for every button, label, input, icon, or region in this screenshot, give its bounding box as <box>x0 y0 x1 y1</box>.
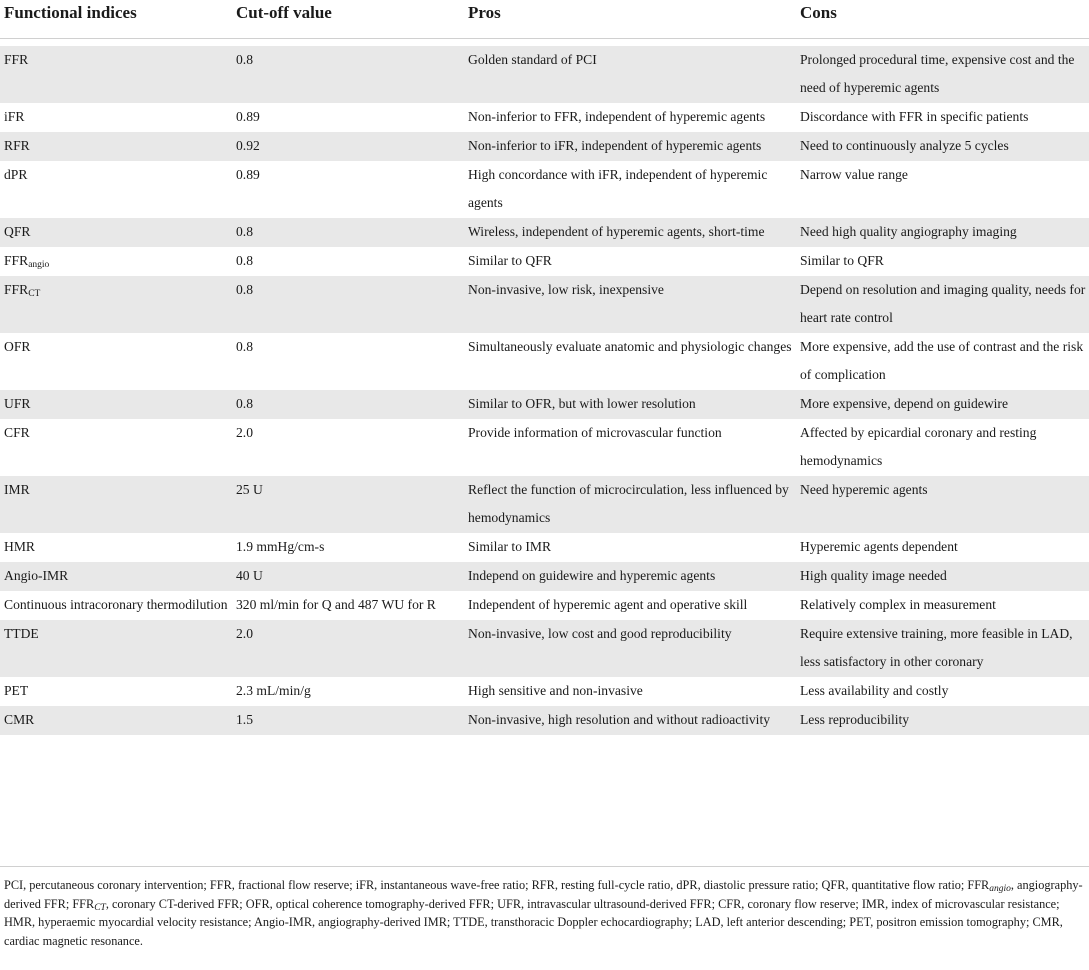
cell-cons-text: Narrow value range <box>800 167 908 182</box>
cell-cons <box>800 333 1089 390</box>
table-row <box>0 46 1089 103</box>
cell-cons-text: Prolonged procedural time, expensive cost and the need of hyperemic agents <box>800 52 1075 95</box>
cell-cons <box>800 562 1089 591</box>
table-row <box>0 276 1089 333</box>
cell-pros <box>468 533 800 562</box>
cell-functional-index-text: Continuous intracoronary thermodilution <box>4 597 228 612</box>
cell-cut-off-value <box>236 562 468 591</box>
cell-functional-index-text: Angio-IMR <box>4 568 69 583</box>
cell-cons <box>800 132 1089 161</box>
table-row <box>0 103 1089 132</box>
cell-functional-index <box>0 533 236 562</box>
cell-pros-text: Non-invasive, low cost and good reproducibility <box>468 626 732 641</box>
cell-functional-index-text: FFR <box>4 253 29 268</box>
cell-pros-text: Reflect the function of microcirculation, less influenced by hemodynamics <box>468 482 789 525</box>
cell-cons-text: More expensive, depend on guidewire <box>800 396 1008 411</box>
cell-cons <box>800 706 1089 735</box>
cell-pros <box>468 476 800 533</box>
cell-pros <box>468 46 800 103</box>
cell-cons-text: Need high quality angiography imaging <box>800 224 1017 239</box>
cell-cons <box>800 677 1089 706</box>
cell-functional-index <box>0 132 236 161</box>
cell-cut-off-value <box>236 333 468 390</box>
cell-cons <box>800 476 1089 533</box>
cell-functional-index <box>0 706 236 735</box>
cell-cons-text: Require extensive training, more feasible in LAD, less satisfactory in other coronary <box>800 626 1073 669</box>
cell-cut-off-value <box>236 419 468 476</box>
table-row <box>0 562 1089 591</box>
footnote-sub-angio: angio <box>989 884 1011 894</box>
cell-functional-index-text: CFR <box>4 425 30 440</box>
table-header <box>0 0 1089 39</box>
cell-pros-text: Similar to OFR, but with lower resolution <box>468 396 696 411</box>
cell-cut-off-value <box>236 677 468 706</box>
cell-functional-index-text: OFR <box>4 339 31 354</box>
footnote-text-3: , coronary CT-derived FFR; OFR, optical coherence tomography-derived FFR; UFR, intravascular ultrasound-derived FFR; CFR, coronary flow reserve; IMR, index of microvascular resistance; HMR, hyperaemic myocardial velocity resistance; Angio-IMR, angiography-derived IMR; TTDE, transthoracic Doppler echocardiography; LAD, left anterior descending; PET, positron emission tomography; CMR, cardiac magnetic resonance. <box>4 896 1063 948</box>
cell-pros <box>468 161 800 218</box>
cell-pros <box>468 132 800 161</box>
cell-cut-off-value <box>236 46 468 103</box>
cell-cut-off-value-text: 0.89 <box>236 167 260 182</box>
cell-cut-off-value-text: 2.0 <box>236 626 253 641</box>
cell-cut-off-value-text: 25 U <box>236 482 263 497</box>
cell-pros-text: Independent of hyperemic agent and operative skill <box>468 597 748 612</box>
cell-cons-text: More expensive, add the use of contrast and the risk of complication <box>800 339 1084 382</box>
cell-pros-text: Non-invasive, low risk, inexpensive <box>468 282 664 297</box>
cell-pros-text: High concordance with iFR, independent of hyperemic agents <box>468 167 768 210</box>
cell-pros-text: Independ on guidewire and hyperemic agents <box>468 568 716 583</box>
cell-functional-index <box>0 476 236 533</box>
cell-functional-index-text: TTDE <box>4 626 39 641</box>
cell-cut-off-value-text: 2.3 mL/min/g <box>236 683 311 698</box>
table-row <box>0 247 1089 276</box>
cell-functional-index-text: FFR <box>4 282 29 297</box>
cell-cut-off-value <box>236 103 468 132</box>
cell-functional-index <box>0 46 236 103</box>
cell-cut-off-value-text: 2.0 <box>236 425 253 440</box>
cell-pros-text: Similar to QFR <box>468 253 552 268</box>
column-header-pros: Pros <box>468 3 501 22</box>
cell-pros-text: Provide information of microvascular function <box>468 425 722 440</box>
cell-pros <box>468 706 800 735</box>
cell-cons <box>800 218 1089 247</box>
cell-functional-index-text: HMR <box>4 539 35 554</box>
cell-cons-text: High quality image needed <box>800 568 947 583</box>
cell-cons-text: Less availability and costly <box>800 683 949 698</box>
cell-pros <box>468 591 800 620</box>
cell-pros-text: Non-inferior to iFR, independent of hyperemic agents <box>468 138 762 153</box>
cell-cons <box>800 533 1089 562</box>
cell-pros-text: Non-inferior to FFR, independent of hyperemic agents <box>468 109 766 124</box>
cell-cut-off-value-text: 40 U <box>236 568 263 583</box>
cell-functional-index-text: UFR <box>4 396 31 411</box>
cell-cons <box>800 161 1089 218</box>
cell-functional-index <box>0 161 236 218</box>
cell-pros <box>468 103 800 132</box>
cell-cut-off-value <box>236 476 468 533</box>
table-row <box>0 161 1089 218</box>
cell-pros-text: Non-invasive, high resolution and without radioactivity <box>468 712 771 727</box>
cell-cut-off-value <box>236 706 468 735</box>
cell-cons <box>800 276 1089 333</box>
cell-pros <box>468 390 800 419</box>
cell-functional-index <box>0 218 236 247</box>
index-subscript: CT <box>28 289 41 299</box>
cell-pros <box>468 218 800 247</box>
cell-cut-off-value-text: 0.8 <box>236 396 253 411</box>
cell-cut-off-value <box>236 276 468 333</box>
cell-pros-text: Golden standard of PCI <box>468 52 597 67</box>
table-row <box>0 620 1089 677</box>
cell-functional-index-text: PET <box>4 683 29 698</box>
cell-cons <box>800 247 1089 276</box>
cell-cons <box>800 103 1089 132</box>
functional-indices-table <box>0 46 1089 735</box>
cell-functional-index <box>0 419 236 476</box>
cell-functional-index-text: FFR <box>4 52 29 67</box>
cell-functional-index <box>0 276 236 333</box>
cell-functional-index <box>0 247 236 276</box>
cell-functional-index <box>0 390 236 419</box>
table-footnote <box>4 876 1084 950</box>
cell-pros <box>468 620 800 677</box>
cell-cut-off-value <box>236 591 468 620</box>
cell-cut-off-value-text: 0.8 <box>236 339 253 354</box>
cell-functional-index <box>0 591 236 620</box>
table-row <box>0 533 1089 562</box>
cell-functional-index-text: IMR <box>4 482 30 497</box>
cell-functional-index-text: dPR <box>4 167 28 182</box>
cell-cut-off-value-text: 320 ml/min for Q and 487 WU for R <box>236 597 436 612</box>
cell-pros <box>468 677 800 706</box>
cell-cons <box>800 46 1089 103</box>
cell-cons-text: Less reproducibility <box>800 712 910 727</box>
cell-cut-off-value-text: 0.8 <box>236 253 253 268</box>
cell-cut-off-value <box>236 390 468 419</box>
cell-functional-index-text: iFR <box>4 109 25 124</box>
table-row <box>0 591 1089 620</box>
cell-cut-off-value <box>236 161 468 218</box>
cell-pros-text: Simultaneously evaluate anatomic and physiologic changes <box>468 339 792 354</box>
column-header-cons: Cons <box>800 3 837 22</box>
footnote-sub-ct: CT <box>94 902 106 913</box>
footnote-text-1: PCI, percutaneous coronary intervention; FFR, fractional flow reserve; iFR, instantaneous wave-free ratio; RFR, resting full-cycle ratio, dPR, diastolic pressure ratio; QFR, quantitative flow ratio; FFR <box>4 878 990 892</box>
table-row <box>0 390 1089 419</box>
cell-functional-index-text: RFR <box>4 138 30 153</box>
cell-pros-text: Similar to IMR <box>468 539 552 554</box>
cell-cut-off-value <box>236 620 468 677</box>
cell-cut-off-value-text: 0.92 <box>236 138 260 153</box>
cell-functional-index <box>0 620 236 677</box>
cell-pros <box>468 562 800 591</box>
cell-cons-text: Hyperemic agents dependent <box>800 539 958 554</box>
cell-cons-text: Discordance with FFR in specific patients <box>800 109 1029 124</box>
cell-pros <box>468 419 800 476</box>
footnote-text-2: , angiography-derived FFR; FFR <box>4 878 1083 911</box>
cell-cut-off-value <box>236 218 468 247</box>
cell-pros-text: High sensitive and non-invasive <box>468 683 643 698</box>
table-row <box>0 677 1089 706</box>
cell-cut-off-value-text: 0.89 <box>236 109 260 124</box>
footer-divider <box>0 866 1089 867</box>
cell-functional-index <box>0 333 236 390</box>
table-row <box>0 333 1089 390</box>
cell-pros <box>468 247 800 276</box>
cell-cut-off-value <box>236 132 468 161</box>
cell-cons-text: Depend on resolution and imaging quality, needs for heart rate control <box>800 282 1086 325</box>
table-row <box>0 476 1089 533</box>
cell-cut-off-value <box>236 247 468 276</box>
cell-pros-text: Wireless, independent of hyperemic agents, short-time <box>468 224 765 239</box>
cell-cons-text: Relatively complex in measurement <box>800 597 996 612</box>
cell-cons <box>800 591 1089 620</box>
cell-pros <box>468 276 800 333</box>
cell-cut-off-value-text: 1.9 mmHg/cm-s <box>236 539 325 554</box>
table-row <box>0 218 1089 247</box>
cell-cons <box>800 620 1089 677</box>
cell-cons-text: Need hyperemic agents <box>800 482 928 497</box>
cell-cut-off-value-text: 0.8 <box>236 282 253 297</box>
table-row <box>0 706 1089 735</box>
cell-cut-off-value <box>236 533 468 562</box>
cell-functional-index <box>0 677 236 706</box>
cell-cut-off-value-text: 0.8 <box>236 52 253 67</box>
cell-cut-off-value-text: 0.8 <box>236 224 253 239</box>
cell-functional-index <box>0 103 236 132</box>
table-body <box>0 46 1089 735</box>
cell-pros <box>468 333 800 390</box>
table-row <box>0 132 1089 161</box>
cell-cons <box>800 419 1089 476</box>
cell-cons-text: Affected by epicardial coronary and resting hemodynamics <box>800 425 1037 468</box>
cell-cons-text: Similar to QFR <box>800 253 884 268</box>
cell-cons-text: Need to continuously analyze 5 cycles <box>800 138 1009 153</box>
cell-functional-index-text: CMR <box>4 712 35 727</box>
cell-functional-index-text: QFR <box>4 224 31 239</box>
cell-cut-off-value-text: 1.5 <box>236 712 253 727</box>
cell-cons <box>800 390 1089 419</box>
table-row <box>0 419 1089 476</box>
index-subscript: angio <box>28 260 50 270</box>
column-header-cut-off-value: Cut-off value <box>236 3 332 22</box>
cell-functional-index <box>0 562 236 591</box>
column-header-functional-indices: Functional indices <box>4 3 137 22</box>
